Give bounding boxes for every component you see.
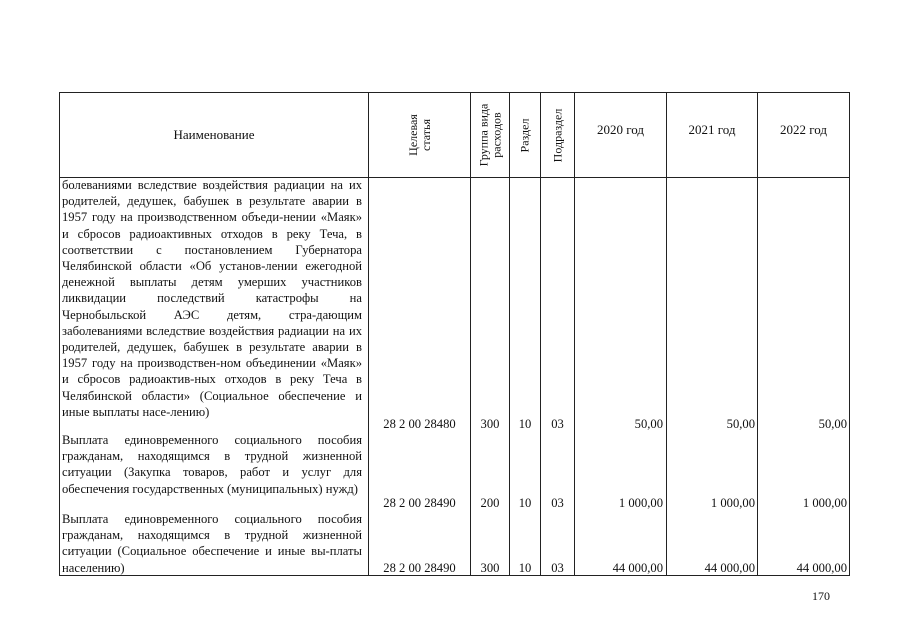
row-2-2022: 1 000,00: [802, 496, 847, 510]
row-1-2020: 50,00: [634, 417, 663, 431]
row-3-group: 300: [480, 561, 500, 575]
row-1-section: 10: [518, 417, 532, 431]
row-3-2020: 44 000,00: [612, 561, 663, 575]
row-1-name-text: болеваниями вследствие воздействия радиации на их родителей, дедушек, бабушек в результате аварии в 1957 году на производственном объеди-нении «Маяк» и сбросов радиоактивных отходов в реку Теча, в соответствии с постановлением Губернатора Челябинской области «Об установ-лении ежегодной денежной выплаты детям умерших участников ликвидации последствий катастрофы на Чернобыльской АЭС детям, стра-дающим заболеваниями вследствие воздействия радиации на их родителей, дедушек, бабушек в результате аварии в 1957 году на производствен-ном объединении «Маяк» и сбросов радиоактив-ных отходов в реку Теча в Челябинской области» (Социальное обеспечение и иные выплаты насе-лению): [62, 178, 362, 419]
header-group: [471, 93, 509, 177]
row-3-target: 28 2 00 28490: [383, 561, 456, 575]
row-2-2021: 1 000,00: [710, 496, 755, 510]
header-2021: [667, 93, 757, 167]
header-group-line1: Группа вида: [476, 103, 490, 167]
row-2-2020: 1 000,00: [618, 496, 663, 510]
header-subsection-text: Подраздел: [550, 108, 565, 162]
header-2022-text: 2022 год: [780, 122, 827, 137]
row-1-target: 28 2 00 28480: [383, 417, 456, 431]
header-name-text: Наименование: [173, 127, 255, 142]
row-2-target: 28 2 00 28490: [383, 496, 456, 510]
header-2021-text: 2021 год: [688, 122, 736, 137]
header-target-line1: Целевая: [405, 114, 420, 156]
header-section-text: Раздел: [517, 118, 532, 152]
row-3-subsection: 03: [551, 561, 564, 575]
row-3-name-text: Выплата единовременного социального пособия гражданам, находящимся в трудной жизненной ситуации (Социальное обеспечение и иные вы-платы населению): [62, 512, 362, 575]
page-number: 170: [812, 589, 830, 603]
header-2020: [575, 93, 666, 167]
header-target: [369, 93, 470, 177]
table-row-1-name: [62, 177, 362, 429]
row-2-group: 200: [480, 496, 500, 510]
header-target-line2: статья: [418, 119, 433, 151]
row-3-section: 10: [518, 561, 532, 575]
row-1-2022: 50,00: [818, 417, 847, 431]
row-1-group: 300: [480, 417, 500, 431]
col-border-8: [849, 92, 850, 576]
row-2-name-text: Выплата единовременного социального пособия гражданам, находящимся в трудной жизненной ситуации (Закупка товаров, работ и услуг для обеспечения государственных (муниципальных) нужд): [62, 433, 362, 496]
header-2022: [758, 93, 849, 167]
table-row-2-name: [62, 432, 362, 512]
row-1-2021: 50,00: [726, 417, 755, 431]
header-group-line2: расходов: [489, 112, 503, 158]
header-subsection: [541, 93, 574, 177]
row-2-section: 10: [518, 496, 532, 510]
row-3-2021: 44 000,00: [704, 561, 755, 575]
header-2020-text: 2020 год: [597, 122, 644, 137]
header-section: [510, 93, 540, 177]
row-2-subsection: 03: [551, 496, 564, 510]
table-row-3-name: [62, 511, 362, 575]
row-3-2022: 44 000,00: [796, 561, 847, 575]
header-name: [60, 93, 368, 177]
row-1-subsection: 03: [551, 417, 564, 431]
